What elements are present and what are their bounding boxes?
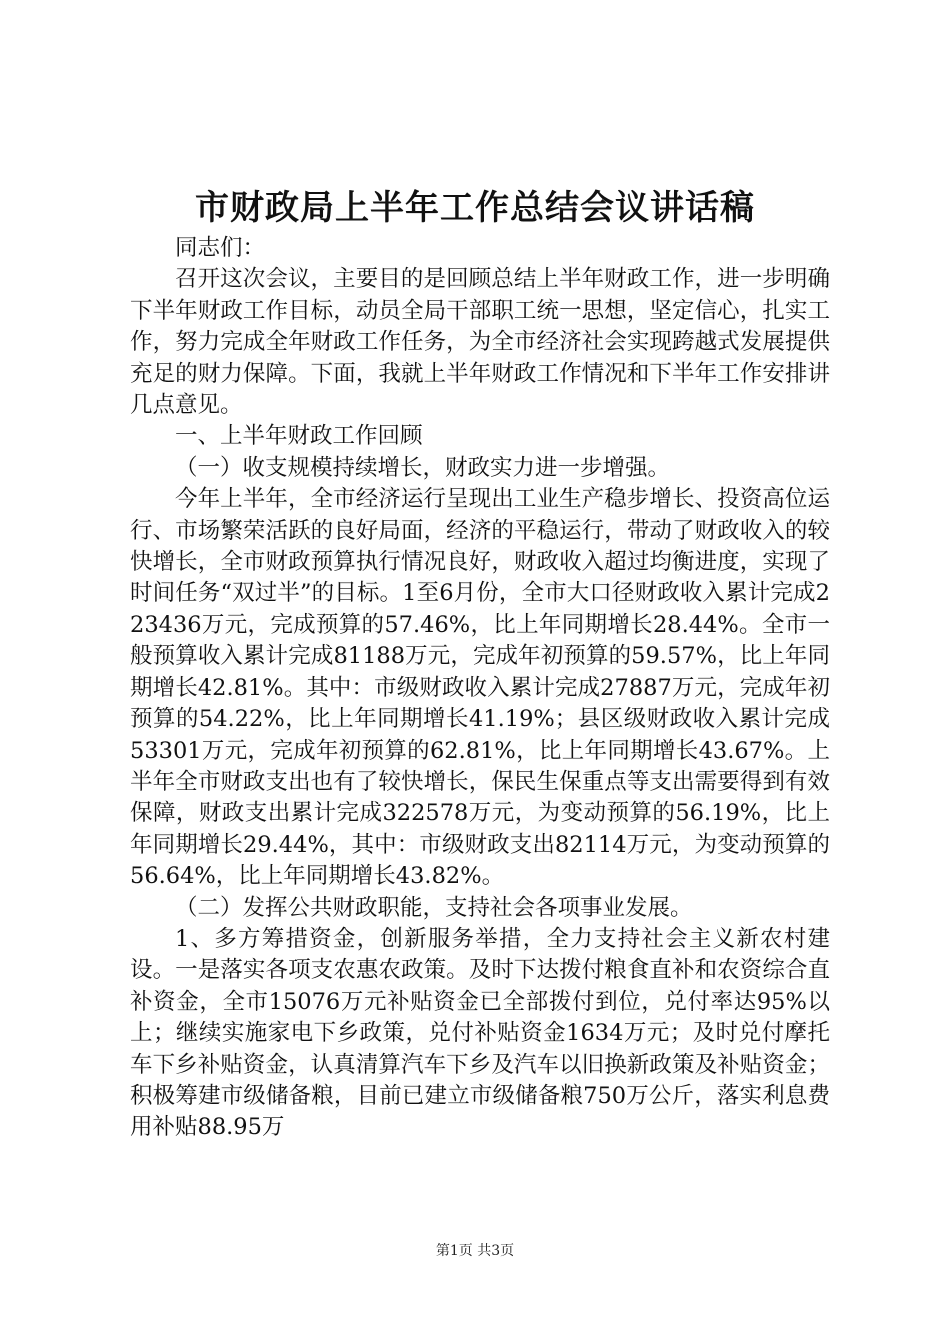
subsection-heading-1: （一）收支规模持续增长，财政实力进一步增强。 — [175, 454, 671, 481]
subsection-heading-2: （二）发挥公共财政职能，支持社会各项事业发展。 — [175, 894, 693, 921]
paragraph-rural: 1、多方筹措资金，创新服务举措，全力支持社会主义新农村建设。一是落实各项支农惠农政策。及时下达拨付粮食直补和农资综合直补资金，全市15076万元补贴资金已全部拨付到位，兑付率达95%以上；继续实施家电下乡政策，兑付补贴资金1634万元；及时兑付摩托车下乡补贴资金，认真清算汽车下乡及汽车以旧换新政策及补贴资金；积极筹建市级储备粮，目前已建立市级储备粮750万公斤，落实利息费用补贴88.95万 — [130, 925, 830, 1141]
page-footer: 第1页 共3页 — [435, 1243, 515, 1259]
paragraph-revenue: 今年上半年，全市经济运行呈现出工业生产稳步增长、投资高位运行、市场繁荣活跃的良好局面，经济的平稳运行，带动了财政收入的较快增长，全市财政预算执行情况良好，财政收入超过均衡进度，实现了时间任务“双过半”的目标。1至6月份，全市大口径财政收入累计完成223436万元，完成预算的57.46%，比上年同期增长28.44%。全市一般预算收入累计完成81188万元，完成年初预算的59.57%，比上年同期增长42.81%。其中：市级财政收入累计完成27887万元，完成年初预算的54.22%，比上年同期增长41.19%；县区级财政收入累计完成53301万元，完成年初预算的62.81%，比上年同期增长43.67%。上半年全市财政支出也有了较快增长，保民生保重点等支出需要得到有效保障，财政支出累计完成322578万元，为变动预算的56.19%，比上年同期增长29.44%，其中：市级财政支出82114万元，为变动预算的56.64%，比上年同期增长43.82%。 — [130, 486, 830, 890]
document-title: 市财政局上半年工作总结会议讲话稿 — [195, 188, 755, 228]
paragraph-greeting: 同志们： — [175, 235, 266, 261]
document-body — [130, 233, 830, 1144]
section-heading-1: 一、上半年财政工作回顾 — [175, 423, 423, 450]
paragraph-intro: 召开这次会议，主要目的是回顾总结上半年财政工作，进一步明确下半年财政工作目标，动员全局干部职工统一思想，坚定信心，扎实工作，努力完成全年财政工作任务，为全市经济社会实现跨越式发展提供充足的财力保障。下面，我就上半年财政工作情况和下半年工作安排讲几点意见。 — [130, 266, 830, 419]
